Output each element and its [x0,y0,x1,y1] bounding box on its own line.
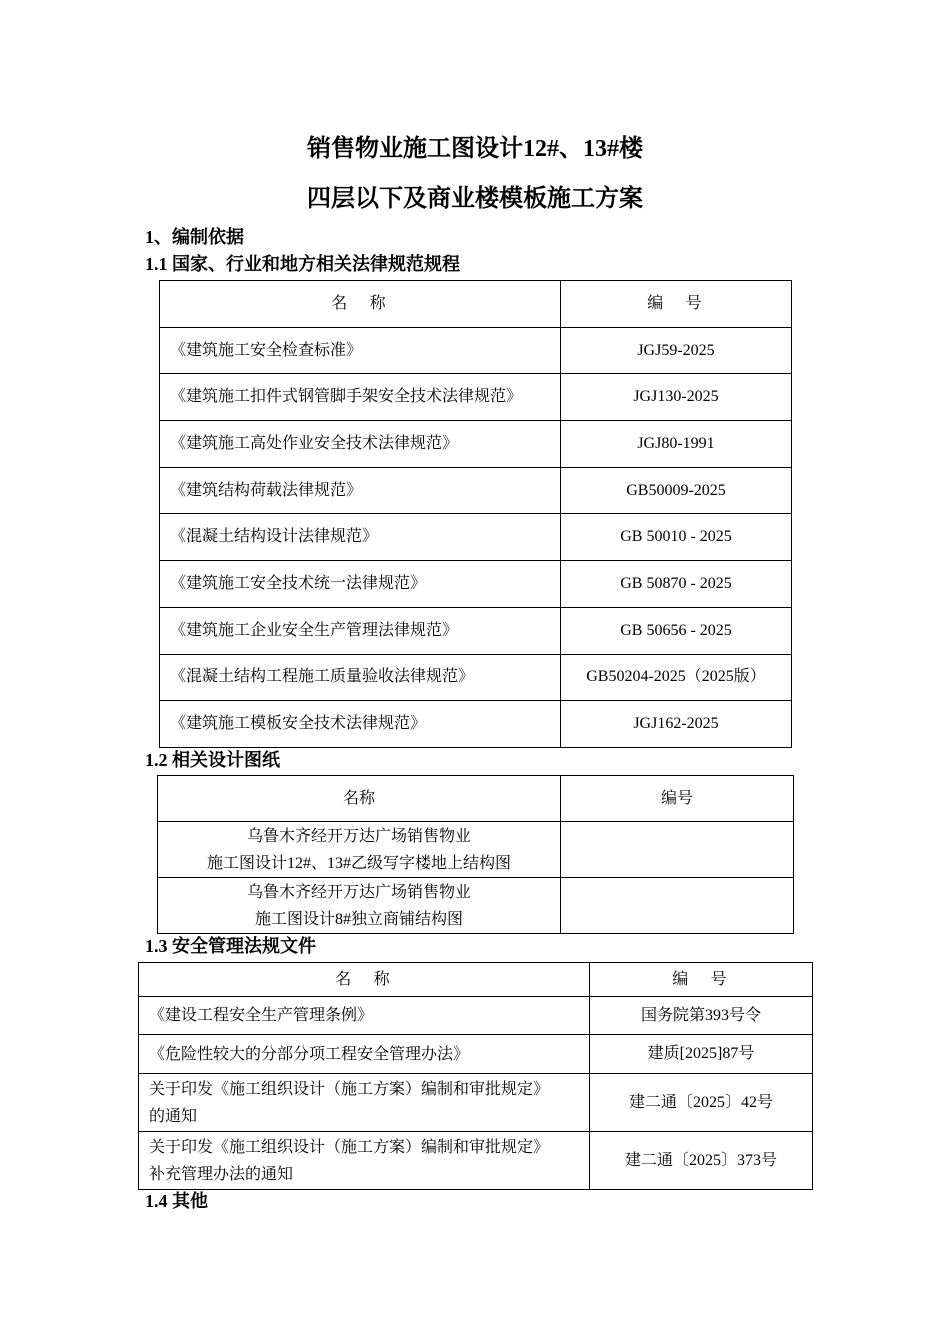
standard-code: JGJ80-1991 [561,421,792,468]
standard-code: JGJ59-2025 [561,327,792,374]
column-header-name: 名 称 [160,281,561,328]
document-title-line-2: 四层以下及商业楼模板施工方案 [307,186,643,212]
table-row [160,561,792,608]
section-heading-1-4: 1.4 其他 [145,1191,208,1211]
table-row [139,1132,813,1190]
regulation-name-line-2: 的通知 [149,1107,198,1125]
table-row [160,467,792,514]
section-heading-1-1: 1.1 国家、行业和地方相关法律规范规程 [145,254,460,274]
regulation-code: 国务院第393号令 [590,997,813,1035]
regulation-name [139,1074,590,1132]
regulation-name [139,997,590,1035]
regulation-name-line-2: 补充管理办法的通知 [149,1165,294,1183]
table-row [160,607,792,654]
drawing-code [561,878,794,934]
standards-table [159,280,792,748]
table-row [160,654,792,701]
table-header-row [139,963,813,997]
table-row [139,1074,813,1132]
standard-code: GB 50010 - 2025 [561,514,792,561]
standard-name: 《建筑施工模板安全技术法律规范》 [160,701,561,748]
table-header-row [158,776,794,822]
table-row [158,878,794,934]
section-heading-1-3: 1.3 安全管理法规文件 [145,936,316,956]
standard-code: GB 50870 - 2025 [561,561,792,608]
drawing-name-line-2: 施工图设计12#、13#乙级写字楼地上结构图 [206,854,511,872]
column-header-name: 名称 [158,776,561,822]
table-row [160,514,792,561]
table-header-row [160,281,792,328]
drawing-code [561,822,794,878]
regulation-name-line-1: 《建设工程安全生产管理条例》 [149,1007,374,1024]
regulations-table [138,962,813,1190]
table-row [160,327,792,374]
standard-name: 《建筑施工安全技术统一法律规范》 [160,561,561,608]
standard-name: 《建筑结构荷载法律规范》 [160,467,561,514]
table-row [139,997,813,1035]
standard-code: JGJ130-2025 [561,374,792,421]
regulation-name-line-1: 《危险性较大的分部分项工程安全管理办法》 [149,1045,470,1063]
table-row [158,822,794,878]
standard-code: JGJ162-2025 [561,701,792,748]
table-row [139,1035,813,1074]
regulation-name [139,1035,590,1074]
standard-name: 《混凝土结构工程施工质量验收法律规范》 [160,654,561,701]
table-row [160,421,792,468]
standard-name: 《混凝土结构设计法律规范》 [160,514,561,561]
standard-code: GB 50656 - 2025 [561,607,792,654]
column-header-name: 名 称 [139,963,590,997]
regulation-name [139,1132,590,1190]
section-heading-1-2: 1.2 相关设计图纸 [145,750,280,770]
column-header-code: 编 号 [561,281,792,328]
regulation-code: 建二通〔2025〕373号 [590,1132,813,1190]
column-header-code: 编号 [561,776,794,822]
drawing-name-line-2: 施工图设计8#独立商铺结构图 [254,910,463,928]
standard-name: 《建筑施工安全检查标准》 [160,327,561,374]
standard-code: GB50204-2025（2025版） [561,654,792,701]
regulation-name-line-1: 关于印发《施工组织设计（施工方案）编制和审批规定》 [149,1080,550,1098]
standard-name: 《建筑施工企业安全生产管理法律规范》 [160,607,561,654]
standard-name: 《建筑施工高处作业安全技术法律规范》 [160,421,561,468]
drawing-name-line-1: 乌鲁木齐经开万达广场销售物业 [246,883,471,901]
drawing-name [158,878,561,934]
regulation-code: 建质[2025]87号 [590,1035,813,1074]
column-header-code: 编 号 [590,963,813,997]
drawing-name [158,822,561,878]
table-row [160,701,792,748]
regulation-name-line-1: 关于印发《施工组织设计（施工方案）编制和审批规定》 [149,1138,550,1156]
standard-code: GB50009-2025 [561,467,792,514]
standard-name: 《建筑施工扣件式钢管脚手架安全技术法律规范》 [160,374,561,421]
regulation-code: 建二通〔2025〕42号 [590,1074,813,1132]
document-title-line-1: 销售物业施工图设计12#、13#楼 [307,136,643,162]
table-row [160,374,792,421]
drawing-name-line-1: 乌鲁木齐经开万达广场销售物业 [246,827,471,845]
drawings-table [157,775,794,934]
section-heading-1: 1、编制依据 [145,227,244,247]
